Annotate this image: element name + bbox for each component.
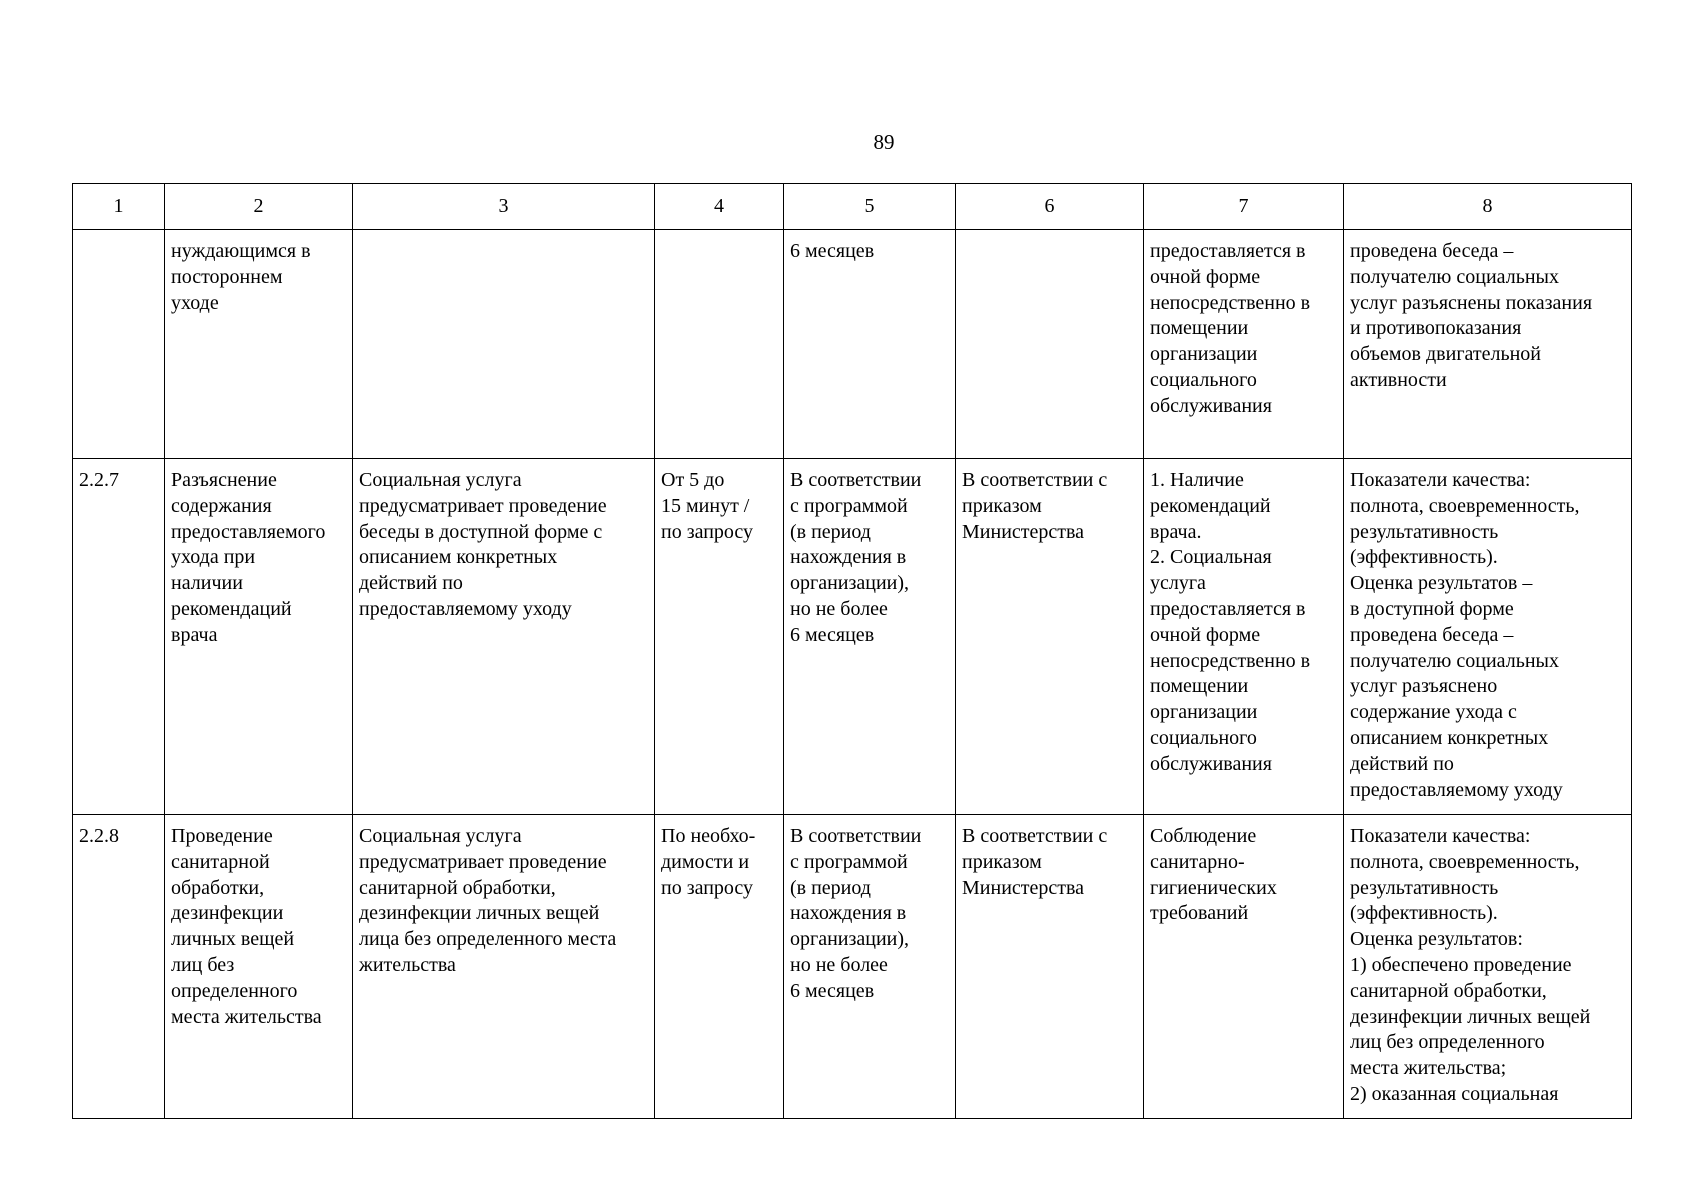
column-number-7: 7: [1144, 184, 1344, 230]
table-row: [73, 459, 1632, 815]
conditions-cell: Соблюдение санитарно- гигиенических требований: [1144, 815, 1344, 1119]
service-description-cell: Социальная услуга предусматривает проведение беседы в доступной форме с описанием конкретных действий по предоставляемому уходу: [353, 459, 655, 815]
column-number-2: 2: [165, 184, 353, 230]
conditions-cell: предоставляется в очной форме непосредственно в помещении организации социального обслуживания: [1144, 230, 1344, 459]
quality-indicators-cell: Показатели качества: полнота, своевременность, результативность (эффективность). Оценка результатов: 1) обеспечено проведение санитарной обработки, дезинфекции личных вещей лиц без определенного места жительства; 2) оказанная социальная: [1344, 815, 1632, 1119]
column-number-6: 6: [956, 184, 1144, 230]
column-number-8: 8: [1344, 184, 1632, 230]
tariff-cell: [956, 230, 1144, 459]
duration-cell: От 5 до 15 минут / по запросу: [655, 459, 784, 815]
conditions-cell: 1. Наличие рекомендаций врача. 2. Социальная услуга предоставляется в очной форме непосредственно в помещении организации социального обслуживания: [1144, 459, 1344, 815]
service-name-cell: нуждающимся в постороннем уходе: [165, 230, 353, 459]
services-table: [72, 183, 1632, 1119]
column-number-1: 1: [73, 184, 165, 230]
quality-indicators-cell: Показатели качества: полнота, своевременность, результативность (эффективность). Оценка результатов – в доступной форме проведена беседа – получателю социальных услуг разъяснено содержание ухода с описанием конкретных действий по предоставляемому уходу: [1344, 459, 1632, 815]
table-header-row: [73, 184, 1632, 230]
table-row: [73, 815, 1632, 1119]
row-number-cell: [73, 230, 165, 459]
table-row: [73, 230, 1632, 459]
service-description-cell: [353, 230, 655, 459]
column-number-3: 3: [353, 184, 655, 230]
service-description-cell: Социальная услуга предусматривает проведение санитарной обработки, дезинфекции личных вещей лица без определенного места жительства: [353, 815, 655, 1119]
service-name-cell: Разъяснение содержания предоставляемого ухода при наличии рекомендаций врача: [165, 459, 353, 815]
tariff-cell: В соответствии с приказом Министерства: [956, 815, 1144, 1119]
service-name-cell: Проведение санитарной обработки, дезинфекции личных вещей лиц без определенного места жительства: [165, 815, 353, 1119]
quality-indicators-cell: проведена беседа – получателю социальных услуг разъяснены показания и противопоказания объемов двигательной активности: [1344, 230, 1632, 459]
period-cell: В соответствии с программой (в период нахождения в организации), но не более 6 месяцев: [784, 459, 956, 815]
period-cell: В соответствии с программой (в период нахождения в организации), но не более 6 месяцев: [784, 815, 956, 1119]
row-number-cell: 2.2.7: [73, 459, 165, 815]
period-cell: 6 месяцев: [784, 230, 956, 459]
page-number: 89: [873, 130, 895, 154]
duration-cell: По необхо- димости и по запросу: [655, 815, 784, 1119]
row-number-cell: 2.2.8: [73, 815, 165, 1119]
column-number-4: 4: [655, 184, 784, 230]
column-number-5: 5: [784, 184, 956, 230]
tariff-cell: В соответствии с приказом Министерства: [956, 459, 1144, 815]
duration-cell: [655, 230, 784, 459]
